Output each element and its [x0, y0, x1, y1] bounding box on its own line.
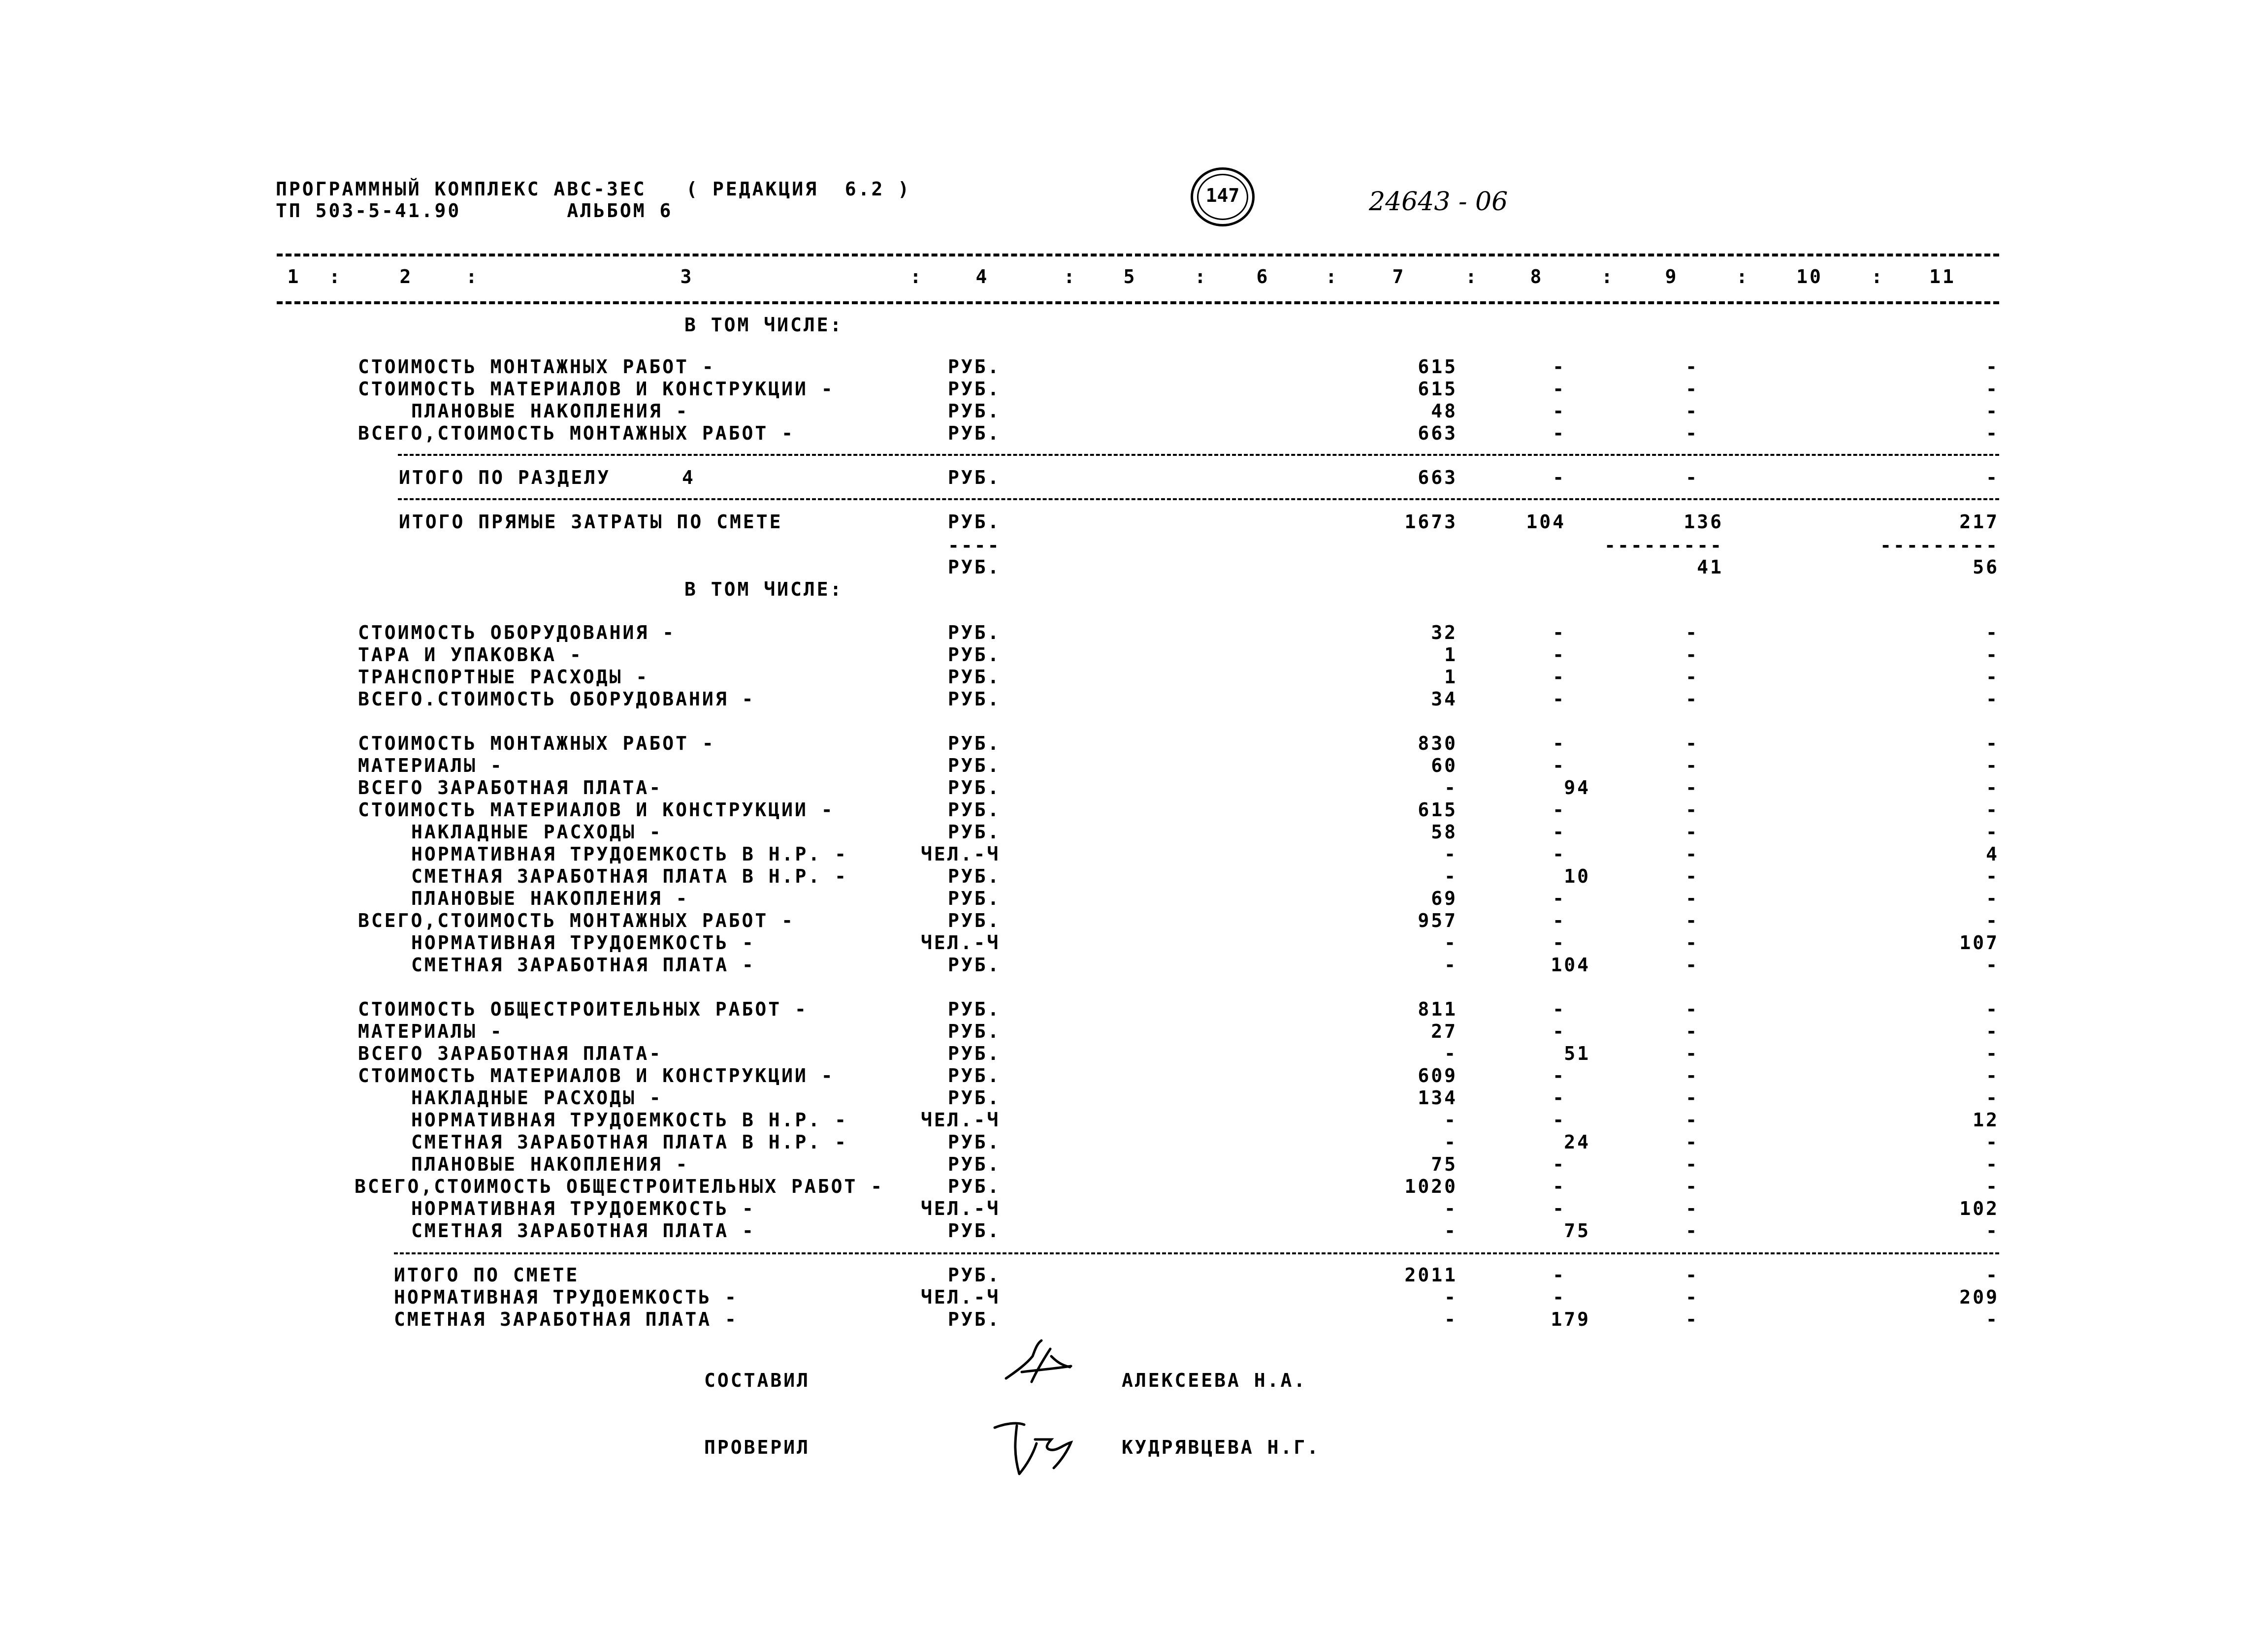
value-col9: -	[1685, 356, 1699, 378]
row-unit: РУБ.	[948, 422, 1001, 444]
value-col7: 1673	[1404, 511, 1458, 533]
value-col11: -	[1986, 865, 1999, 887]
row-unit: РУБ.	[948, 378, 1001, 400]
value-col11: -	[1986, 378, 1999, 400]
value-col11: 102	[1959, 1198, 1999, 1219]
row-label: НАКЛАДНЫЕ РАСХОДЫ -	[411, 1087, 663, 1109]
row-unit: РУБ.	[948, 865, 1001, 887]
value-col8: -	[1553, 1264, 1566, 1286]
row-unit: РУБ.	[948, 1065, 1001, 1086]
column-number: 1	[287, 266, 301, 287]
row-unit: РУБ.	[948, 954, 1001, 976]
row-label: ИТОГО ПО СМЕТЕ	[394, 1264, 580, 1286]
value-col9: -	[1685, 998, 1699, 1020]
value-col8: -	[1553, 755, 1566, 776]
value-col9: 41	[1697, 556, 1723, 578]
value-col9: -	[1685, 777, 1699, 798]
value-col8: -	[1553, 1286, 1566, 1308]
column-separator: :	[1326, 266, 1339, 287]
value-col11: -	[1986, 777, 1999, 798]
value-col8: -	[1553, 1176, 1566, 1197]
row-label: ВСЕГО,СТОИМОСТЬ ОБЩЕСТРОИТЕЛЬНЫХ РАБОТ -	[355, 1176, 884, 1197]
row-label: СТОИМОСТЬ МАТЕРИАЛОВ И КОНСТРУКЦИИ -	[358, 799, 835, 821]
value-col8: -	[1553, 932, 1566, 954]
value-col9: -	[1685, 1220, 1699, 1242]
section-number: 4	[682, 467, 695, 488]
value-col9: -	[1685, 1065, 1699, 1086]
value-col11: -	[1986, 954, 1999, 976]
value-col7: 1020	[1404, 1176, 1458, 1197]
column-separator: :	[1736, 266, 1750, 287]
value-col11: -	[1986, 1087, 1999, 1109]
row-label: СМЕТНАЯ ЗАРАБОТНАЯ ПЛАТА -	[411, 1220, 755, 1242]
value-col9: -	[1685, 1198, 1699, 1219]
row-unit: РУБ.	[948, 400, 1001, 422]
value-col9: -	[1685, 378, 1699, 400]
value-col8: -	[1553, 1021, 1566, 1042]
row-unit: ЧЕЛ.-Ч	[921, 932, 1001, 954]
row-label: НОРМАТИВНАЯ ТРУДОЕМКОСТЬ -	[394, 1286, 738, 1308]
row-unit: РУБ.	[948, 666, 1001, 688]
column-separator: :	[1601, 266, 1615, 287]
value-col7: -	[1444, 865, 1458, 887]
value-col11: -	[1986, 467, 1999, 488]
row-unit: РУБ.	[948, 1021, 1001, 1042]
page-number: 147	[1205, 185, 1240, 206]
value-col8: -	[1553, 688, 1566, 710]
value-col7: -	[1444, 777, 1458, 798]
column-separator: :	[910, 266, 923, 287]
row-label: СТОИМОСТЬ ОБОРУДОВАНИЯ -	[358, 622, 676, 643]
row-unit: РУБ.	[948, 1309, 1001, 1330]
value-col9: -	[1685, 865, 1699, 887]
row-unit: РУБ.	[948, 1220, 1001, 1242]
row-label: СТОИМОСТЬ МАТЕРИАЛОВ И КОНСТРУКЦИИ -	[358, 378, 835, 400]
column-separator: :	[1871, 266, 1884, 287]
value-col7: 32	[1431, 622, 1458, 643]
row-unit: РУБ.	[948, 1087, 1001, 1109]
value-col7: 615	[1418, 378, 1458, 400]
value-col8: -	[1553, 666, 1566, 688]
value-col8: -	[1553, 799, 1566, 821]
value-col7: 663	[1418, 422, 1458, 444]
value-col9: -	[1685, 1176, 1699, 1197]
row-unit: РУБ.	[948, 511, 1001, 533]
page-number-stamp	[1191, 167, 1255, 226]
column-separator: :	[1064, 266, 1077, 287]
value-col11: -	[1986, 666, 1999, 688]
row-label: НОРМАТИВНАЯ ТРУДОЕМКОСТЬ -	[411, 1198, 755, 1219]
column-number: 7	[1392, 266, 1406, 287]
value-col11: -	[1986, 622, 1999, 643]
value-col8: -	[1553, 644, 1566, 666]
row-label: СТОИМОСТЬ МАТЕРИАЛОВ И КОНСТРУКЦИИ -	[358, 1065, 835, 1086]
value-col7: 663	[1418, 467, 1458, 488]
value-col9: -	[1685, 1264, 1699, 1286]
value-col11: -	[1986, 821, 1999, 843]
signature-checked	[990, 1414, 1083, 1480]
value-col7: 75	[1431, 1153, 1458, 1175]
value-col7: 58	[1431, 821, 1458, 843]
column-separator: :	[329, 266, 342, 287]
value-col9: -	[1685, 467, 1699, 488]
value-col7: 1	[1444, 666, 1458, 688]
row-unit: РУБ.	[948, 644, 1001, 666]
value-col11: -	[1986, 688, 1999, 710]
value-col7: -	[1444, 954, 1458, 976]
row-unit: РУБ.	[948, 998, 1001, 1020]
row-unit: РУБ.	[948, 777, 1001, 798]
column-number: 11	[1929, 266, 1956, 287]
row-label: ВСЕГО,СТОИМОСТЬ МОНТАЖНЫХ РАБОТ -	[358, 422, 795, 444]
row-unit: РУБ.	[948, 733, 1001, 754]
value-col9: ---------	[1604, 535, 1723, 556]
value-col9: -	[1685, 1087, 1699, 1109]
value-col11: -	[1986, 755, 1999, 776]
row-label: ИТОГО ПО РАЗДЕЛУ	[399, 467, 611, 488]
value-col9: -	[1685, 910, 1699, 931]
row-label: ВСЕГО.СТОИМОСТЬ ОБОРУДОВАНИЯ -	[358, 688, 755, 710]
row-label: НОРМАТИВНАЯ ТРУДОЕМКОСТЬ -	[411, 932, 755, 954]
row-label: ТРАНСПОРТНЫЕ РАСХОДЫ -	[358, 666, 649, 688]
value-col7: 48	[1431, 400, 1458, 422]
value-col7: 615	[1418, 799, 1458, 821]
value-col8: -	[1553, 888, 1566, 909]
value-col7: 609	[1418, 1065, 1458, 1086]
column-number: 6	[1256, 266, 1270, 287]
column-number: 8	[1530, 266, 1544, 287]
column-number: 10	[1796, 266, 1823, 287]
row-label: СМЕТНАЯ ЗАРАБОТНАЯ ПЛАТА -	[411, 954, 755, 976]
value-col11: -	[1986, 888, 1999, 909]
value-col11: -	[1986, 422, 1999, 444]
row-unit: РУБ.	[948, 467, 1001, 488]
value-col11: 12	[1973, 1109, 1999, 1131]
value-col11: -	[1986, 733, 1999, 754]
value-col8: 24	[1564, 1131, 1590, 1153]
value-col9: -	[1685, 1109, 1699, 1131]
row-label: ИТОГО ПРЯМЫЕ ЗАТРАТЫ ПО СМЕТЕ	[399, 511, 783, 533]
row-unit: РУБ.	[948, 888, 1001, 909]
section-subheading: В ТОМ ЧИСЛЕ:	[684, 578, 843, 600]
value-col8: 10	[1564, 865, 1590, 887]
column-separator: :	[1195, 266, 1208, 287]
value-col9: -	[1685, 1286, 1699, 1308]
row-label: ВСЕГО ЗАРАБОТНАЯ ПЛАТА-	[358, 777, 663, 798]
value-col7: -	[1444, 1309, 1458, 1330]
value-col7: 27	[1431, 1021, 1458, 1042]
value-col7: -	[1444, 1286, 1458, 1308]
row-unit: РУБ.	[948, 910, 1001, 931]
value-col9: -	[1685, 932, 1699, 954]
value-col8: -	[1553, 733, 1566, 754]
value-col7: 615	[1418, 356, 1458, 378]
value-col11: ---------	[1880, 535, 1999, 556]
value-col9: -	[1685, 644, 1699, 666]
column-number: 3	[680, 266, 694, 287]
value-col9: -	[1685, 1021, 1699, 1042]
section-rule	[398, 498, 1999, 500]
value-col8: -	[1553, 356, 1566, 378]
value-col8: 51	[1564, 1043, 1590, 1064]
section-rule	[398, 454, 1999, 456]
value-col9: -	[1685, 422, 1699, 444]
value-col8: -	[1553, 1153, 1566, 1175]
value-col9: 136	[1684, 511, 1723, 533]
value-col11: -	[1986, 998, 1999, 1020]
value-col11: -	[1986, 910, 1999, 931]
header-rule-top	[277, 254, 1999, 256]
row-label: МАТЕРИАЛЫ -	[358, 755, 504, 776]
row-label: ВСЕГО,СТОИМОСТЬ МОНТАЖНЫХ РАБОТ -	[358, 910, 795, 931]
column-separator: :	[466, 266, 479, 287]
project-reference: ТП 503-5-41.90 АЛЬБОМ 6	[276, 200, 673, 222]
row-label: СМЕТНАЯ ЗАРАБОТНАЯ ПЛАТА В Н.Р. -	[411, 1131, 848, 1153]
value-col9: -	[1685, 1131, 1699, 1153]
compiled-by-label: СОСТАВИЛ	[704, 1370, 810, 1391]
value-col7: -	[1444, 1131, 1458, 1153]
value-col8: -	[1553, 467, 1566, 488]
value-col11: 107	[1959, 932, 1999, 954]
value-col8: -	[1553, 843, 1566, 865]
value-col9: -	[1685, 733, 1699, 754]
value-col7: 34	[1431, 688, 1458, 710]
value-col9: -	[1685, 755, 1699, 776]
row-label: ПЛАНОВЫЕ НАКОПЛЕНИЯ -	[411, 400, 689, 422]
value-col11: -	[1986, 1153, 1999, 1175]
column-number: 5	[1123, 266, 1137, 287]
value-col9: -	[1685, 688, 1699, 710]
row-unit: РУБ.	[948, 755, 1001, 776]
value-col11: -	[1986, 1176, 1999, 1197]
checked-by-name: КУДРЯВЦЕВА Н.Г.	[1122, 1436, 1321, 1458]
value-col11: 56	[1973, 556, 1999, 578]
row-unit: ЧЕЛ.-Ч	[921, 843, 1001, 865]
row-unit: ЧЕЛ.-Ч	[921, 1198, 1001, 1219]
checked-by-label: ПРОВЕРИЛ	[704, 1436, 810, 1458]
row-label: СМЕТНАЯ ЗАРАБОТНАЯ ПЛАТА -	[394, 1309, 738, 1330]
column-number: 9	[1665, 266, 1679, 287]
row-label: МАТЕРИАЛЫ -	[358, 1021, 504, 1042]
value-col11: -	[1986, 1043, 1999, 1064]
row-unit: РУБ.	[948, 1043, 1001, 1064]
row-unit: ----	[948, 535, 1001, 556]
row-label: СТОИМОСТЬ МОНТАЖНЫХ РАБОТ -	[358, 356, 715, 378]
value-col11: 209	[1959, 1286, 1999, 1308]
value-col8: 104	[1526, 511, 1566, 533]
value-col11: 4	[1986, 843, 1999, 865]
value-col9: -	[1685, 400, 1699, 422]
value-col8: -	[1553, 1109, 1566, 1131]
row-unit: РУБ.	[948, 356, 1001, 378]
value-col8: -	[1553, 378, 1566, 400]
value-col7: 811	[1418, 998, 1458, 1020]
row-unit: ЧЕЛ.-Ч	[921, 1109, 1001, 1131]
value-col8: -	[1553, 1065, 1566, 1086]
row-unit: РУБ.	[948, 622, 1001, 643]
value-col8: -	[1553, 1087, 1566, 1109]
handwritten-code: 24643 - 06	[1369, 187, 1508, 217]
column-separator: :	[1465, 266, 1479, 287]
value-col9: -	[1685, 888, 1699, 909]
value-col7: -	[1444, 843, 1458, 865]
column-number: 2	[399, 266, 413, 287]
value-col8: 104	[1551, 954, 1590, 976]
program-header: ПРОГРАММНЫЙ КОМПЛЕКС АВС-3ЕС ( РЕДАКЦИЯ 6.2 )	[276, 178, 911, 200]
value-col7: 830	[1418, 733, 1458, 754]
value-col11: -	[1986, 1065, 1999, 1086]
value-col9: -	[1685, 843, 1699, 865]
row-unit: РУБ.	[948, 1264, 1001, 1286]
value-col7: 2011	[1404, 1264, 1458, 1286]
value-col11: -	[1986, 799, 1999, 821]
value-col8: 94	[1564, 777, 1590, 798]
value-col7: -	[1444, 1198, 1458, 1219]
row-label: ТАРА И УПАКОВКА -	[358, 644, 583, 666]
value-col7: -	[1444, 1220, 1458, 1242]
value-col11: -	[1986, 1264, 1999, 1286]
value-col7: 60	[1431, 755, 1458, 776]
value-col7: 957	[1418, 910, 1458, 931]
value-col11: -	[1986, 1021, 1999, 1042]
value-col7: 69	[1431, 888, 1458, 909]
value-col11: -	[1986, 1309, 1999, 1330]
value-col11: -	[1986, 1131, 1999, 1153]
value-col8: -	[1553, 998, 1566, 1020]
value-col7: 134	[1418, 1087, 1458, 1109]
value-col7: -	[1444, 932, 1458, 954]
row-unit: РУБ.	[948, 1131, 1001, 1153]
value-col7: 1	[1444, 644, 1458, 666]
value-col9: -	[1685, 1309, 1699, 1330]
row-unit: РУБ.	[948, 821, 1001, 843]
value-col8: 75	[1564, 1220, 1590, 1242]
value-col9: -	[1685, 1043, 1699, 1064]
row-label: ВСЕГО ЗАРАБОТНАЯ ПЛАТА-	[358, 1043, 663, 1064]
column-number: 4	[975, 266, 989, 287]
value-col9: -	[1685, 821, 1699, 843]
value-col11: 217	[1959, 511, 1999, 533]
row-unit: ЧЕЛ.-Ч	[921, 1286, 1001, 1308]
row-label: ПЛАНОВЫЕ НАКОПЛЕНИЯ -	[411, 888, 689, 909]
value-col11: -	[1986, 400, 1999, 422]
row-unit: РУБ.	[948, 1153, 1001, 1175]
value-col7: -	[1444, 1043, 1458, 1064]
value-col8: -	[1553, 622, 1566, 643]
row-unit: РУБ.	[948, 1176, 1001, 1197]
row-label: СМЕТНАЯ ЗАРАБОТНАЯ ПЛАТА В Н.Р. -	[411, 865, 848, 887]
signature-compiled	[1002, 1337, 1076, 1391]
row-label: НОРМАТИВНАЯ ТРУДОЕМКОСТЬ В Н.Р. -	[411, 843, 848, 865]
row-unit: РУБ.	[948, 799, 1001, 821]
compiled-by-name: АЛЕКСЕЕВА Н.А.	[1122, 1370, 1307, 1391]
value-col8: -	[1553, 821, 1566, 843]
value-col9: -	[1685, 622, 1699, 643]
row-unit: РУБ.	[948, 556, 1001, 578]
totals-rule	[394, 1252, 1999, 1254]
value-col8: -	[1553, 910, 1566, 931]
value-col11: -	[1986, 356, 1999, 378]
row-label: НАКЛАДНЫЕ РАСХОДЫ -	[411, 821, 663, 843]
value-col9: -	[1685, 666, 1699, 688]
row-unit: РУБ.	[948, 688, 1001, 710]
value-col8: 179	[1551, 1309, 1590, 1330]
value-col8: -	[1553, 400, 1566, 422]
value-col11: -	[1986, 644, 1999, 666]
row-label: СТОИМОСТЬ ОБЩЕСТРОИТЕЛЬНЫХ РАБОТ -	[358, 998, 808, 1020]
row-label: НОРМАТИВНАЯ ТРУДОЕМКОСТЬ В Н.Р. -	[411, 1109, 848, 1131]
value-col8: -	[1553, 422, 1566, 444]
value-col9: -	[1685, 799, 1699, 821]
row-label: СТОИМОСТЬ МОНТАЖНЫХ РАБОТ -	[358, 733, 715, 754]
value-col8: -	[1553, 1198, 1566, 1219]
header-rule-bottom	[277, 301, 1999, 304]
value-col11: -	[1986, 1220, 1999, 1242]
section-subheading: В ТОМ ЧИСЛЕ:	[684, 314, 843, 336]
row-label: ПЛАНОВЫЕ НАКОПЛЕНИЯ -	[411, 1153, 689, 1175]
value-col9: -	[1685, 1153, 1699, 1175]
value-col7: -	[1444, 1109, 1458, 1131]
value-col9: -	[1685, 954, 1699, 976]
